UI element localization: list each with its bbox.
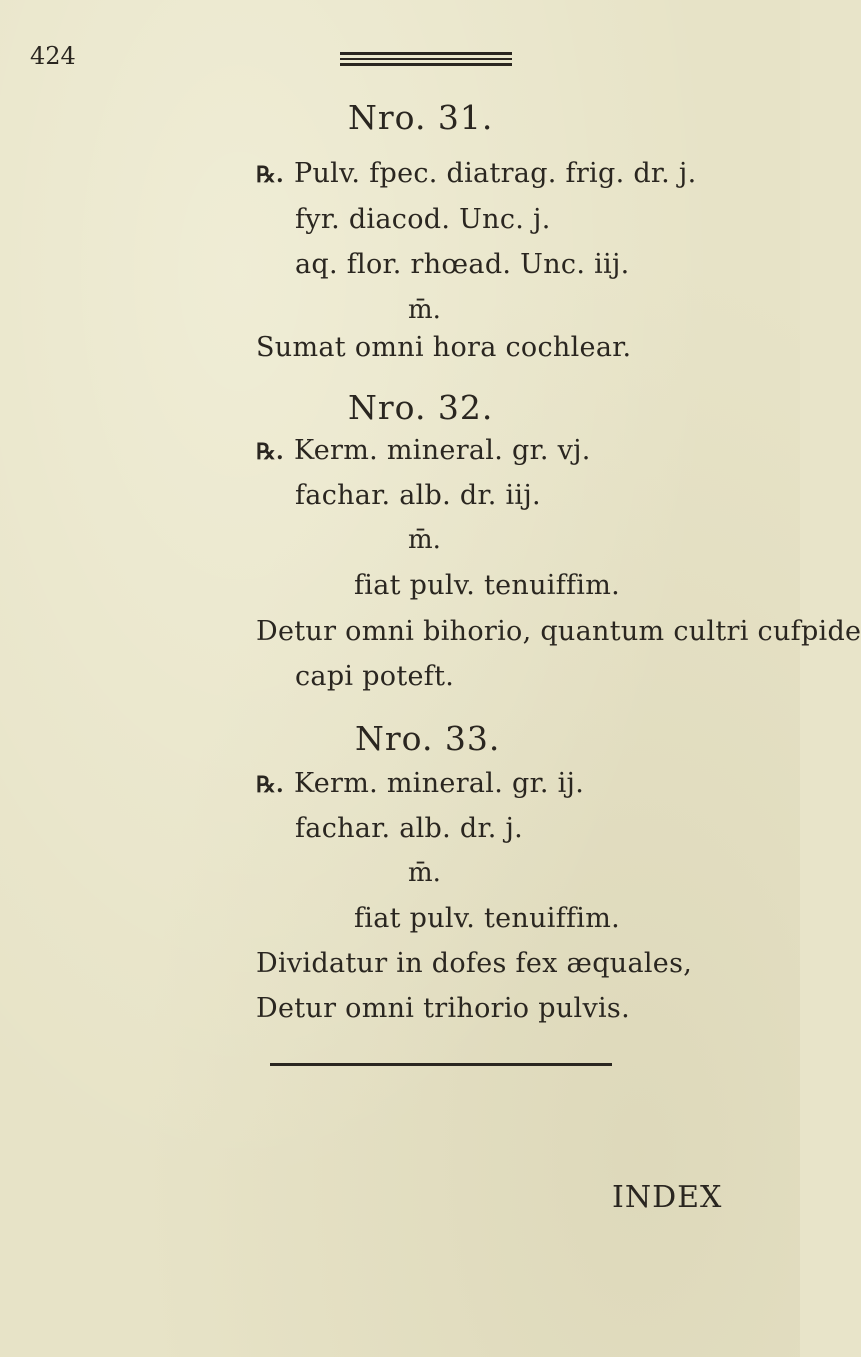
footer-rule bbox=[270, 1063, 612, 1066]
recipe-line: fiat pulv. tenuiffim. bbox=[354, 903, 621, 934]
recipe-line: capi poteft. bbox=[295, 661, 455, 692]
recipe-line: Dividatur in dofes fex æquales, bbox=[256, 948, 693, 979]
recipe-title: Nro. 33. bbox=[355, 719, 501, 758]
header-ornamental-rule bbox=[340, 52, 512, 66]
recipe-line: fyr. diacod. Unc. j. bbox=[295, 204, 551, 235]
recipe-line: ℞. Pulv. fpec. diatrag. frig. dr. j. bbox=[256, 158, 697, 189]
recipe-line: ℞. Kerm. mineral. gr. ij. bbox=[256, 768, 585, 799]
recipe-line: ℞. Kerm. mineral. gr. vj. bbox=[256, 435, 591, 466]
catchword: INDEX bbox=[612, 1180, 723, 1215]
recipe-title: Nro. 31. bbox=[348, 98, 494, 137]
recipe-line: Detur omni bihorio, quantum cultri cufpide bbox=[256, 616, 861, 647]
recipe-line: Detur omni trihorio pulvis. bbox=[256, 993, 630, 1024]
recipe-line: aq. flor. rhœad. Unc. iij. bbox=[295, 249, 630, 280]
recipe-line: fachar. alb. dr. iij. bbox=[295, 480, 541, 511]
recipe-line: Sumat omni hora cochlear. bbox=[256, 332, 632, 363]
recipe-symbol: ℞. bbox=[256, 772, 284, 798]
misce-sign: m̄. bbox=[408, 525, 441, 555]
recipe-line: fiat pulv. tenuiffim. bbox=[354, 570, 621, 601]
misce-sign: m̄. bbox=[408, 858, 441, 888]
page-number: 424 bbox=[30, 42, 76, 70]
recipe-title: Nro. 32. bbox=[348, 388, 494, 427]
recipe-symbol: ℞. bbox=[256, 162, 284, 188]
recipe-line: fachar. alb. dr. j. bbox=[295, 813, 524, 844]
recipe-symbol: ℞. bbox=[256, 439, 284, 465]
misce-sign: m̄. bbox=[408, 295, 441, 325]
